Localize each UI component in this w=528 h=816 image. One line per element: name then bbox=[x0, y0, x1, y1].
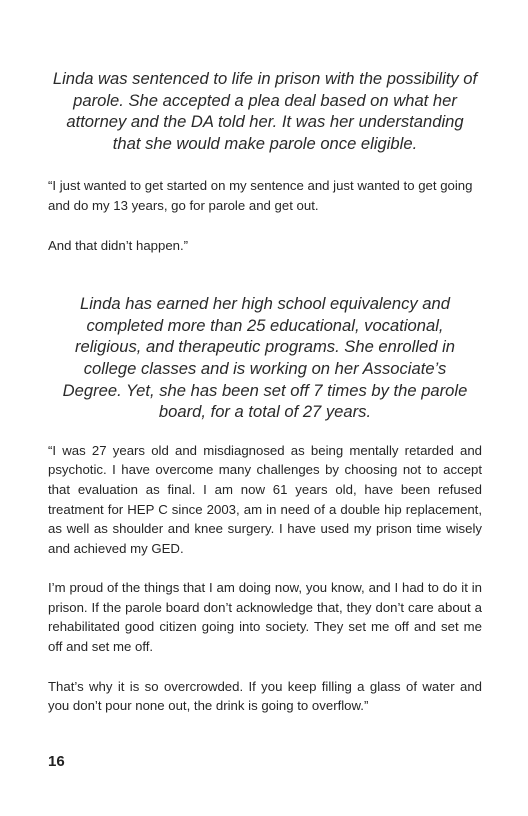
quote-block-two bbox=[48, 441, 482, 716]
pull-quote-sentence: Linda was sentenced to life in prison with the possibility of parole. She accepted a plea deal based on what her attorney and the DA told her. It was her understanding that she would make parole once eligible. bbox=[52, 69, 478, 153]
quote-paragraph: “I was 27 years old and misdiagnosed as being mentally retarded and psychotic. I have overcome many challenges by choosing not to accept that evaluation as final. I am now 61 years old, have been refused treatment for HEP C since 2003, am in need of a double hip replacement, as well as shoulder and knee surgery. I have used my prison time wisely and achieved my GED. bbox=[48, 442, 482, 556]
quote-paragraph: And that didn’t happen.” bbox=[48, 237, 189, 253]
quote-block-one bbox=[48, 176, 482, 255]
page-number: 16 bbox=[48, 753, 65, 770]
quote-paragraph: “I just wanted to get started on my sentence and just wanted to get going and do my 13 years, go for parole and get out. bbox=[48, 178, 473, 213]
page-content bbox=[48, 68, 482, 716]
quote-paragraph: I’m proud of the things that I am doing now, you know, and I had to do it in prison. If the parole board don’t acknowledge that, they don’t care about a rehabilitated good citizen going into society. They set me off and set me off and set me off. bbox=[48, 580, 482, 655]
pull-quote-education: Linda has earned her high school equivalency and completed more than 25 educational, vocational, religious, and therapeutic programs. She enrolled in college classes and is working on her Associate’s Degree. Yet, she has been set off 7 times by the parole board, for a total of 27 years. bbox=[62, 294, 468, 422]
quote-paragraph: That’s why it is so overcrowded. If you keep filling a glass of water and you don’t pour none out, the drink is going to overflow.” bbox=[48, 678, 482, 714]
